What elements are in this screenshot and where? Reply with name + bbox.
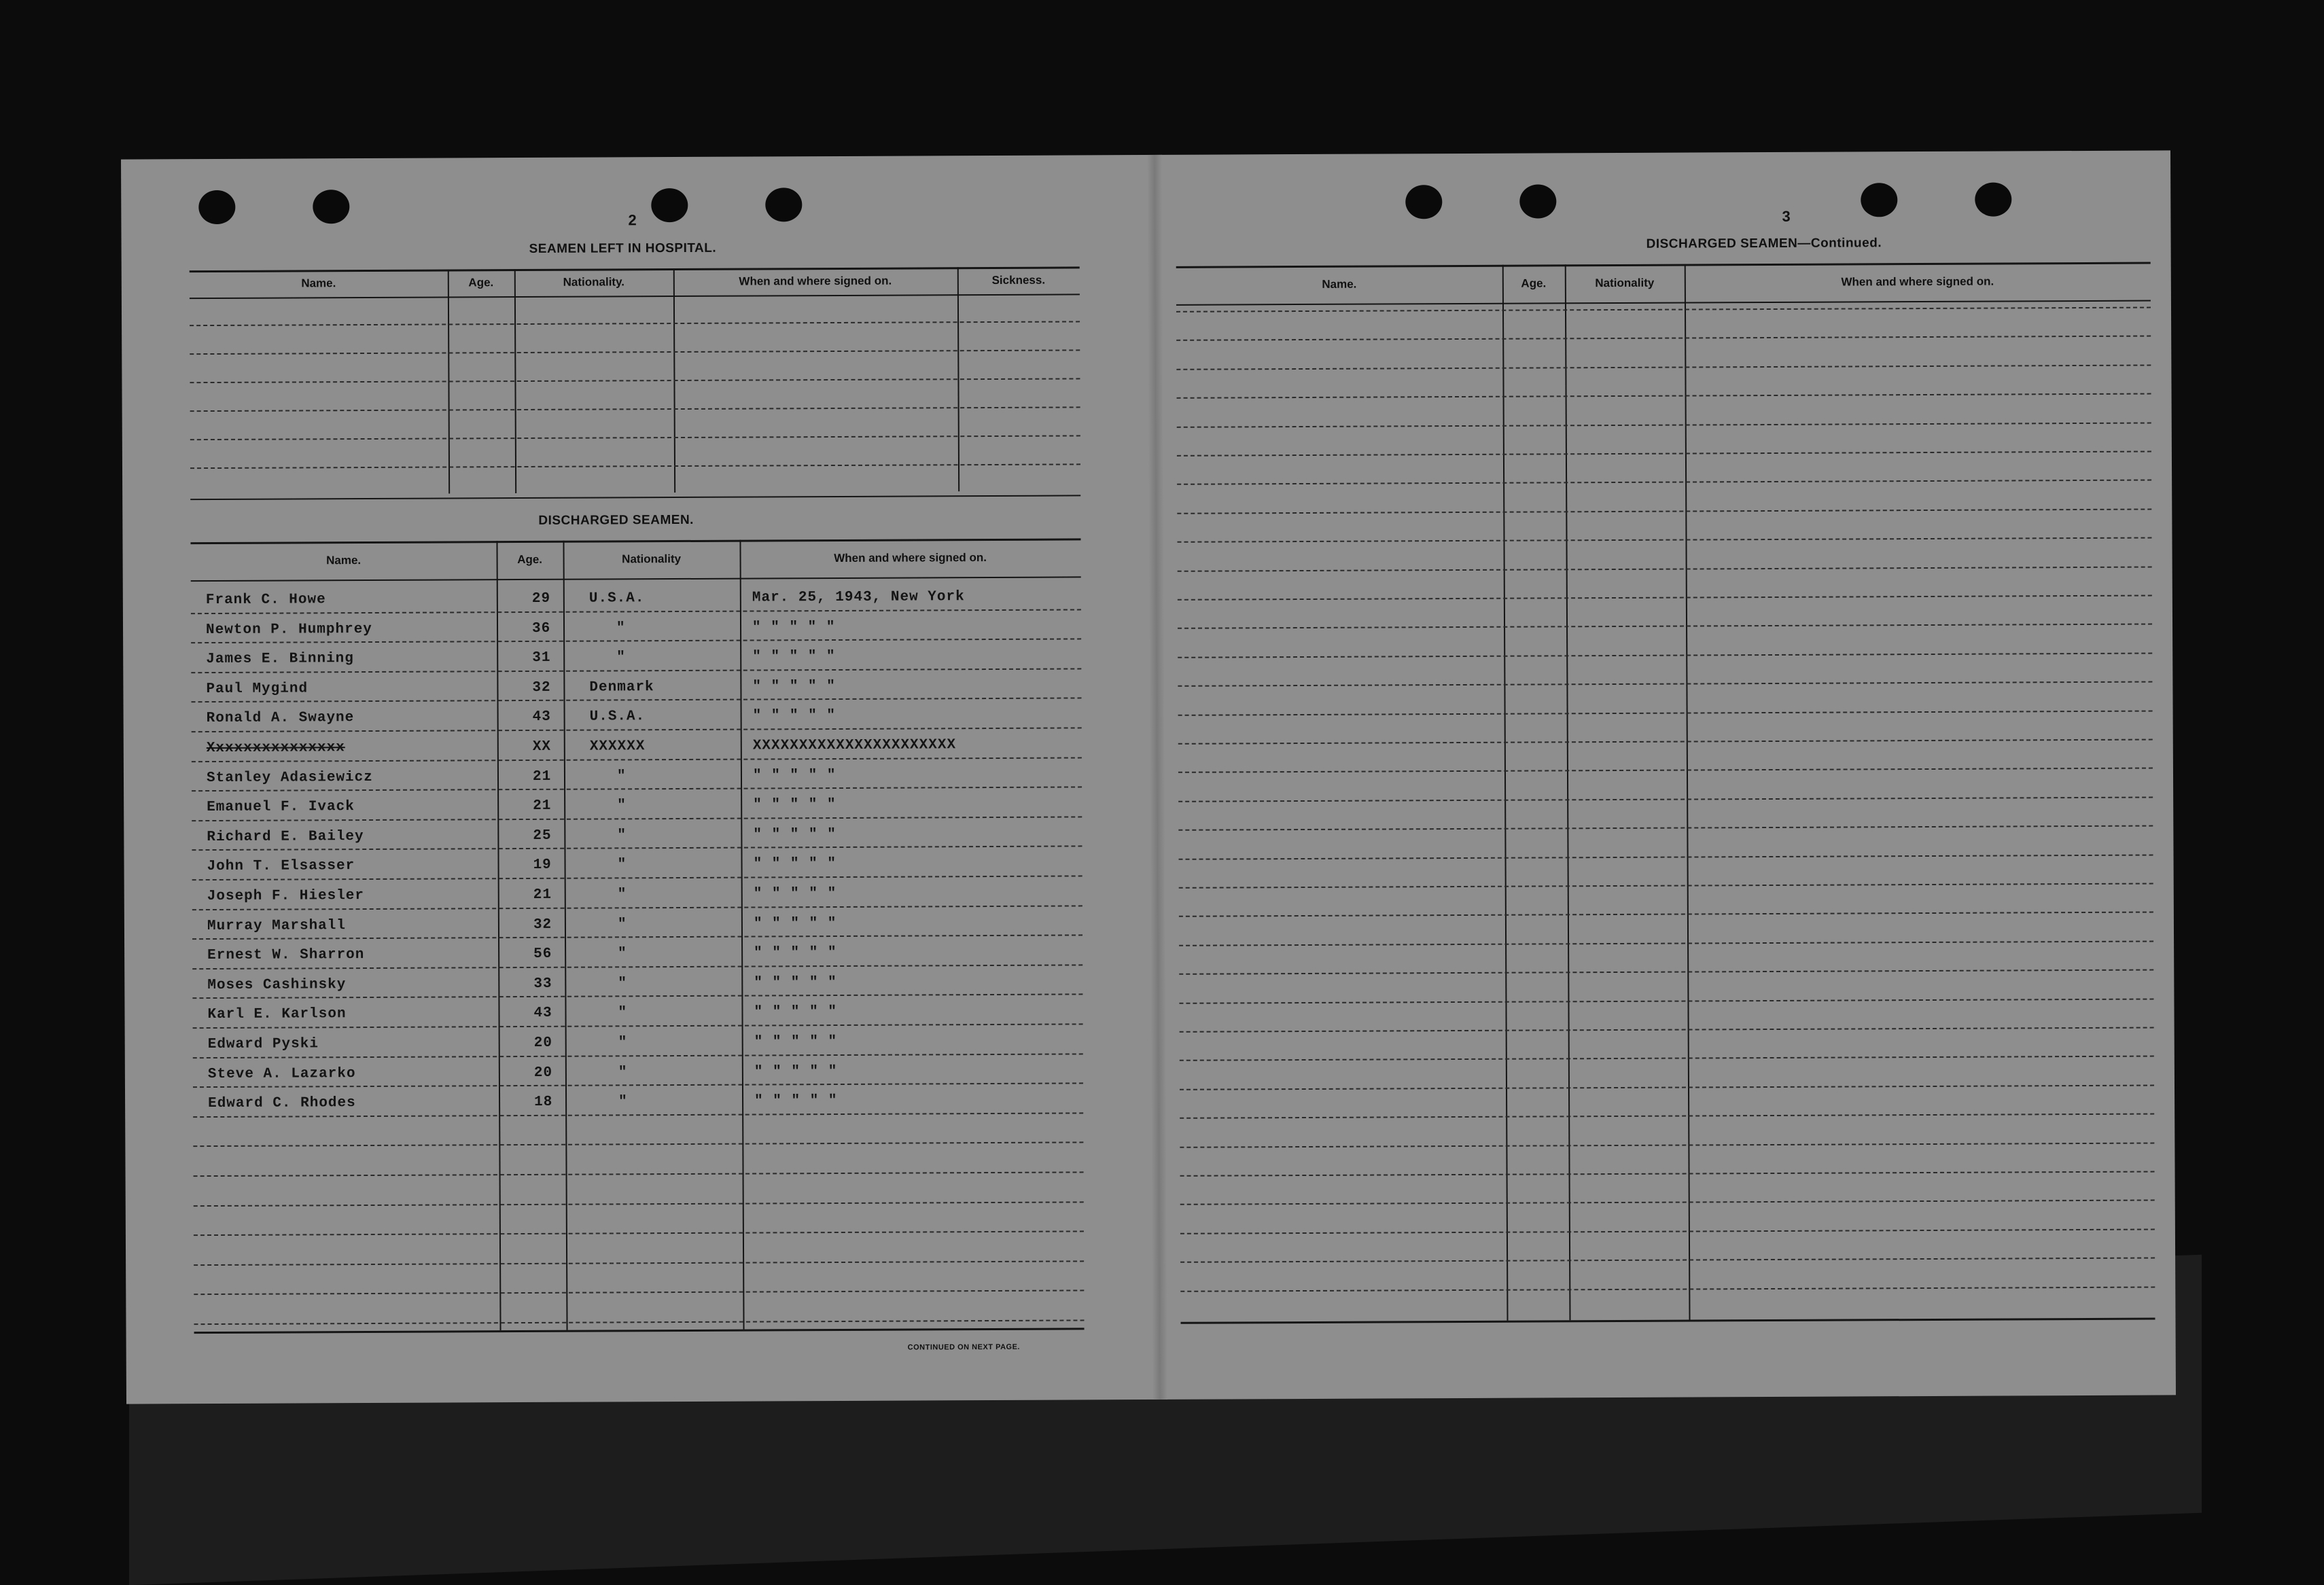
row-line <box>193 1142 1083 1147</box>
seaman-name: Murray Marshall <box>207 917 347 934</box>
column-header: Nationality <box>622 552 682 566</box>
seaman-nationality: XXXXXX <box>589 738 646 755</box>
seaman-name: John T. Elsasser <box>207 858 355 875</box>
seaman-age: 25 <box>533 827 552 844</box>
seaman-nationality: " <box>618 976 627 992</box>
column-header: Name. <box>1322 277 1357 291</box>
seaman-name: Stanley Adasiewicz <box>206 769 373 786</box>
blank-row-line <box>1179 883 2153 889</box>
seaman-name: Joseph F. Hiesler <box>207 888 365 905</box>
seaman-age: 20 <box>533 1035 552 1051</box>
seaman-nationality: " <box>617 857 627 873</box>
seaman-nationality: " <box>618 1035 628 1051</box>
seaman-age: 43 <box>533 1005 552 1022</box>
row-line <box>193 1112 1083 1118</box>
column-divider <box>1565 264 1571 1320</box>
blank-row-line <box>1177 451 2151 457</box>
row-line <box>192 964 1082 969</box>
seaman-age: 21 <box>533 798 552 815</box>
table-bottom-rule <box>194 1328 1085 1334</box>
blank-row-line <box>1177 393 2151 399</box>
row-line <box>192 698 1082 703</box>
column-divider <box>1685 264 1691 1320</box>
row-line <box>194 1171 1084 1177</box>
row-line <box>194 1260 1084 1266</box>
table-top-rule <box>190 538 1080 544</box>
blank-row-line <box>190 349 1080 355</box>
seaman-signed-on: " " " " " <box>754 1004 837 1020</box>
seaman-name: Emanuel F. Ivack <box>207 799 355 816</box>
seaman-name: Newton P. Humphrey <box>205 621 372 638</box>
row-line <box>192 846 1082 851</box>
seaman-signed-on: " " " " " <box>752 708 837 724</box>
row-line <box>192 905 1082 910</box>
seaman-nationality: " <box>617 798 627 814</box>
blank-row-line <box>1180 1228 2155 1234</box>
column-divider <box>739 540 744 1330</box>
column-divider <box>563 541 567 1330</box>
seaman-signed-on: " " " " " <box>752 678 836 695</box>
blank-row-line <box>1179 912 2153 917</box>
column-header: Sickness. <box>991 273 1046 287</box>
seaman-age: 19 <box>533 857 552 874</box>
header-bottom-rule <box>191 576 1081 582</box>
seaman-nationality: " <box>617 827 627 844</box>
seaman-name: Richard E. Bailey <box>207 828 364 845</box>
blank-row-line <box>1178 739 2153 745</box>
blank-row-line <box>1180 1258 2155 1263</box>
seaman-nationality: U.S.A. <box>588 590 645 607</box>
seaman-age: 29 <box>531 590 551 607</box>
seaman-signed-on: " " " " " <box>753 915 837 932</box>
blank-row-line <box>190 378 1080 383</box>
seaman-signed-on: " " " " " <box>752 649 836 665</box>
seaman-signed-on: " " " " " <box>752 619 836 636</box>
page-number: 2 <box>628 211 637 229</box>
row-line <box>192 816 1082 821</box>
column-header: Nationality <box>1595 276 1655 290</box>
seaman-age: 20 <box>533 1065 553 1081</box>
seaman-nationality: " <box>617 916 627 933</box>
seaman-signed-on: " " " " " <box>754 945 837 961</box>
blank-row-line <box>1178 624 2152 629</box>
blank-row-line <box>1176 364 2151 370</box>
seaman-age: 36 <box>531 620 551 637</box>
seaman-nationality: " <box>616 768 627 785</box>
seaman-name: James E. Binning <box>206 651 354 668</box>
seaman-age: 21 <box>532 768 552 785</box>
seaman-age: 33 <box>533 976 552 992</box>
blank-row-line <box>1180 1084 2154 1090</box>
blank-row-line <box>1177 480 2151 485</box>
blank-row-line <box>1177 508 2151 514</box>
blank-row-line <box>1179 854 2153 859</box>
column-divider <box>496 541 501 1330</box>
seaman-age: 18 <box>534 1094 553 1111</box>
seaman-nationality: " <box>616 649 626 666</box>
blank-row-line <box>1179 969 2153 975</box>
row-line <box>193 1053 1083 1058</box>
blank-row-line <box>1179 940 2153 946</box>
column-header: Nationality. <box>563 275 625 289</box>
seaman-signed-on: " " " " " <box>753 856 837 872</box>
table-bottom-rule <box>190 495 1080 500</box>
column-header: When and where signed on. <box>739 274 892 288</box>
discharged-section-title: DISCHARGED SEAMEN. <box>538 512 694 528</box>
seaman-signed-on: " " " " " <box>753 826 837 843</box>
seaman-nationality: " <box>618 1064 628 1081</box>
blank-row-line <box>1178 768 2153 773</box>
seaman-nationality: " <box>616 620 626 637</box>
seaman-signed-on: " " " " " <box>753 797 837 813</box>
table-top-rule <box>1176 262 2151 268</box>
row-line <box>191 639 1081 644</box>
seaman-signed-on: XXXXXXXXXXXXXXXXXXXXXX <box>752 737 957 754</box>
blank-row-line <box>1180 1142 2154 1147</box>
seaman-age: 56 <box>533 946 552 963</box>
blank-row-line <box>1177 422 2151 427</box>
blank-row-line <box>1180 1200 2155 1205</box>
blank-row-line <box>190 406 1080 412</box>
blank-row-line <box>1180 1027 2154 1033</box>
seaman-age: 21 <box>533 887 552 903</box>
seaman-age: 32 <box>533 916 552 933</box>
row-line <box>192 994 1082 999</box>
blank-row-line <box>1178 796 2153 802</box>
seaman-nationality: " <box>618 1094 628 1110</box>
header-bottom-rule <box>1176 300 2151 306</box>
row-line <box>194 1231 1084 1236</box>
row-line <box>192 935 1082 940</box>
blank-row-line <box>1178 710 2153 715</box>
row-line <box>194 1290 1084 1296</box>
row-line <box>194 1201 1084 1207</box>
blank-row-line <box>1180 1056 2154 1061</box>
row-line <box>192 727 1082 732</box>
seaman-name: Edward Pyski <box>207 1036 319 1053</box>
page-number: 3 <box>1782 207 1791 225</box>
seaman-age: 43 <box>532 709 551 726</box>
seaman-signed-on: " " " " " <box>754 974 837 991</box>
column-header: When and where signed on. <box>834 551 987 565</box>
row-line <box>191 609 1081 614</box>
blank-row-line <box>1178 681 2152 687</box>
seaman-name: Karl E. Karlson <box>207 1006 347 1023</box>
row-line <box>194 1319 1084 1325</box>
header-bottom-rule <box>190 293 1080 299</box>
column-divider <box>1502 265 1509 1321</box>
left-page <box>121 155 1152 1404</box>
hospital-section-title: SEAMEN LEFT IN HOSPITAL. <box>529 241 717 256</box>
seaman-name: Xxxxxxxxxxxxxxx <box>206 740 345 757</box>
blank-row-line <box>1179 998 2153 1003</box>
seaman-nationality: U.S.A. <box>589 709 646 725</box>
continued-footer: CONTINUED ON NEXT PAGE. <box>907 1342 1020 1352</box>
row-line <box>193 1083 1083 1088</box>
seaman-signed-on: Mar. 25, 1943, New York <box>752 589 965 606</box>
seaman-nationality: " <box>618 1005 628 1021</box>
blank-row-line <box>190 435 1080 440</box>
seaman-name: Moses Cashinsky <box>207 976 347 993</box>
seaman-signed-on: " " " " " <box>753 886 837 902</box>
table-bottom-rule <box>1180 1318 2155 1324</box>
blank-row-line <box>1180 1286 2155 1292</box>
row-line <box>192 787 1082 792</box>
row-line <box>192 757 1082 762</box>
column-header: Name. <box>301 277 336 290</box>
blank-row-line <box>190 463 1080 469</box>
seaman-signed-on: " " " " " <box>754 1063 838 1080</box>
seaman-age: 32 <box>532 679 551 696</box>
column-header: Age. <box>468 276 494 289</box>
column-header: When and where signed on. <box>1841 274 1994 289</box>
document-sheet <box>121 150 2176 1404</box>
seaman-nationality: " <box>618 946 627 962</box>
seaman-name: Frank C. Howe <box>205 592 326 609</box>
seaman-nationality: Denmark <box>589 679 654 696</box>
seaman-name: Paul Mygind <box>206 681 309 697</box>
right-page <box>1162 150 2176 1399</box>
column-header: Age. <box>517 552 543 567</box>
column-header: Name. <box>326 554 362 567</box>
continued-section-title: DISCHARGED SEAMEN—Continued. <box>1646 236 1882 251</box>
blank-row-line <box>1178 652 2152 658</box>
blank-row-line <box>1180 1171 2155 1177</box>
column-header: Age. <box>1521 277 1547 290</box>
seaman-name: Ronald A. Swayne <box>206 710 355 727</box>
blank-row-line <box>1178 566 2152 571</box>
seaman-signed-on: " " " " " <box>754 1034 838 1050</box>
seaman-name: Steve A. Lazarko <box>207 1065 356 1082</box>
row-line <box>191 668 1081 673</box>
blank-row-line <box>1180 1114 2154 1119</box>
blank-row-line <box>1178 595 2152 601</box>
table-top-rule <box>190 266 1080 272</box>
blank-row-line <box>190 321 1080 326</box>
row-line <box>193 1023 1083 1029</box>
seaman-name: Edward C. Rhodes <box>208 1095 356 1112</box>
blank-row-line <box>1176 336 2151 341</box>
seaman-nationality: " <box>617 887 627 903</box>
row-line <box>192 875 1082 880</box>
seaman-age: 31 <box>532 650 551 666</box>
blank-row-line <box>1178 825 2153 831</box>
blank-row-line <box>1176 307 2151 313</box>
seaman-signed-on: " " " " " <box>752 767 837 784</box>
seaman-name: Ernest W. Sharron <box>207 947 365 964</box>
blank-row-line <box>1177 537 2151 543</box>
seaman-age: XX <box>532 738 552 755</box>
seaman-signed-on: " " " " " <box>754 1093 838 1109</box>
